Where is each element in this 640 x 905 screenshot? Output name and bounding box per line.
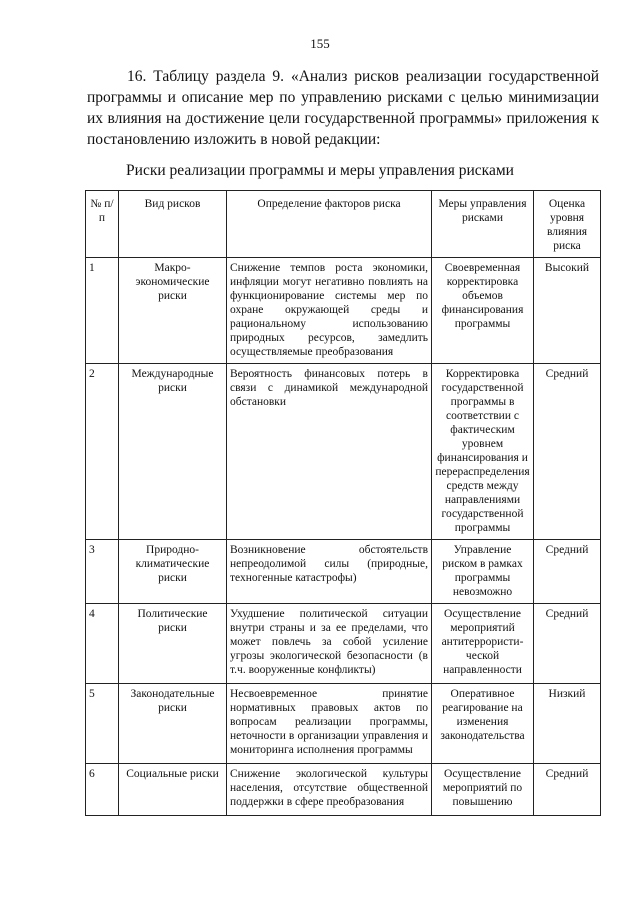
- cell-level: Средний: [534, 540, 601, 604]
- cell-factor: Снижение темпов роста экономики, инфляции могут негативно повлиять на функционирование системы мер по охране окружающей среды и рациональному использованию природных ресурсов, замедлить осуществляемые преобразования: [227, 258, 432, 364]
- cell-kind: Макро-экономические риски: [119, 258, 227, 364]
- cell-factor: Возникновение обстоятельств непреодолимой силы (природные, техногенные катастрофы): [227, 540, 432, 604]
- table-row: [86, 258, 601, 364]
- cell-factor: Ухудшение политической ситуации внутри страны и за ее пределами, что может повлечь за собой усиление угрозы экологической безопасности (в т.ч. вооруженные конфликты): [227, 604, 432, 684]
- cell-level: Средний: [534, 604, 601, 684]
- intro-paragraph: 16. Таблицу раздела 9. «Анализ рисков реализации государственной программы и описание мер по управлению рисками с целью минимизации их влияния на достижение цели государственной программы» приложения к постановлению изложить в новой редакции:: [87, 68, 599, 148]
- table-row: [86, 540, 601, 604]
- cell-kind: Международные риски: [119, 364, 227, 540]
- risks-table: [85, 190, 601, 816]
- cell-kind: Законодательные риски: [119, 684, 227, 764]
- table-row: [86, 764, 601, 816]
- cell-measures: Оперативное реагирование на изменения законодательства: [432, 684, 534, 764]
- cell-factor: Несвоевременное принятие нормативных правовых актов по вопросам реализации программы, неточности в организации управления и мониторинга исполнения программы: [227, 684, 432, 764]
- cell-num: 2: [86, 364, 119, 540]
- cell-num: 3: [86, 540, 119, 604]
- cell-level: Средний: [534, 364, 601, 540]
- cell-kind: Природно-климатические риски: [119, 540, 227, 604]
- cell-num: 5: [86, 684, 119, 764]
- header-factor: Определение факторов риска: [227, 191, 432, 258]
- cell-measures: Осуществление мероприятий по повышению: [432, 764, 534, 816]
- header-level: Оценка уровня влияния риска: [534, 191, 601, 258]
- cell-num: 6: [86, 764, 119, 816]
- cell-level: Средний: [534, 764, 601, 816]
- table-row: [86, 364, 601, 540]
- cell-num: 1: [86, 258, 119, 364]
- cell-kind: Социальные риски: [119, 764, 227, 816]
- cell-measures: Осуществление мероприятий антитеррористи-ческой направленности: [432, 604, 534, 684]
- table-title: Риски реализации программы и меры управления рисками: [126, 162, 514, 179]
- cell-kind: Политические риски: [119, 604, 227, 684]
- cell-factor: Снижение экологической культуры населения, отсутствие общественной поддержки в сфере преобразования: [227, 764, 432, 816]
- table-header-row: [86, 191, 601, 258]
- header-num: № п/п: [86, 191, 119, 258]
- cell-factor: Вероятность финансовых потерь в связи с динамикой международной обстановки: [227, 364, 432, 540]
- table-row: [86, 604, 601, 684]
- cell-level: Низкий: [534, 684, 601, 764]
- cell-measures: Управление риском в рамках программы невозможно: [432, 540, 534, 604]
- header-measures: Меры управления рисками: [432, 191, 534, 258]
- cell-level: Высокий: [534, 258, 601, 364]
- cell-num: 4: [86, 604, 119, 684]
- table-row: [86, 684, 601, 764]
- page-number: 155: [310, 36, 330, 51]
- cell-measures: Корректировка государственной программы в соответствии с фактическим уровнем финансирования и перераспределения средств между направлениями государственной программы: [432, 364, 534, 540]
- cell-measures: Своевременная корректировка объемов финансирования программы: [432, 258, 534, 364]
- header-kind: Вид рисков: [119, 191, 227, 258]
